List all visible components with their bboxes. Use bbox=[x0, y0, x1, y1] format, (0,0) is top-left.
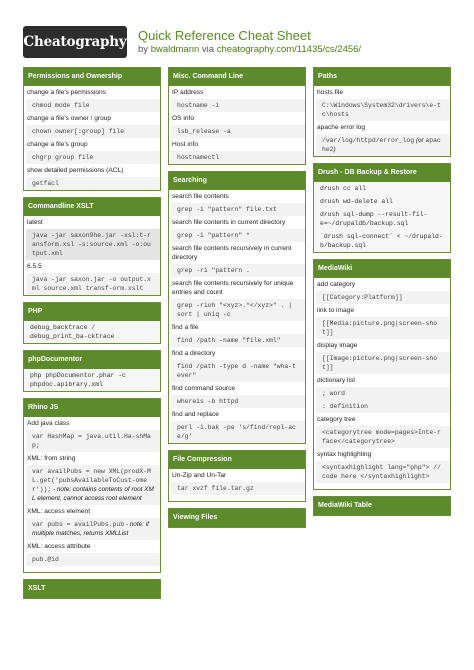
section-title: Commandline XSLT bbox=[24, 198, 160, 216]
entry-label: search file contents in current directory bbox=[172, 219, 286, 226]
code-snippet: [[Media:picture.png|screen-shot]] bbox=[314, 317, 450, 339]
entry-label: show detailed permissions (ACL) bbox=[27, 167, 124, 174]
section-paths bbox=[313, 67, 451, 157]
entry-label: OS info bbox=[172, 115, 194, 122]
section-title: Rhino JS bbox=[24, 399, 160, 417]
cheatography-logo[interactable]: Cheatography bbox=[23, 26, 127, 58]
page-title: Quick Reference Cheat Sheet bbox=[138, 28, 311, 43]
code-snippet: java -jar saxon9he.jar -xsl:t-ransform.xsl -s:source.xml -o:output.xml bbox=[24, 229, 160, 260]
code-snippet: perl -i.bak -pe 's/find/repl-ace/g' bbox=[169, 421, 305, 443]
entry-label: Host info bbox=[172, 141, 199, 148]
entry-label: find and replace bbox=[172, 411, 219, 418]
section-title: Viewing Files bbox=[169, 509, 305, 527]
code-snippet: hostname -i bbox=[169, 99, 305, 112]
code-line: drush cc all bbox=[314, 182, 450, 195]
code-snippet: find /path -name "file.xml" bbox=[169, 334, 305, 347]
code-snippet bbox=[24, 518, 160, 540]
code-snippet: grep -ri "pattern . bbox=[169, 264, 305, 277]
entry-label: change a file's owner / group bbox=[27, 115, 112, 122]
entry-label: add category bbox=[317, 281, 356, 288]
column-2 bbox=[168, 67, 306, 534]
section-title: MediaWiki bbox=[314, 260, 450, 278]
entry-label: XML: access attribute bbox=[27, 543, 91, 550]
section-file-compression bbox=[168, 450, 306, 502]
code-snippet: grep -rioh "<xyz>.*</xyz>" . | sort | uniq -c bbox=[169, 299, 305, 321]
section-rhino-js bbox=[23, 398, 161, 573]
code-snippet: hostnamectl bbox=[169, 151, 305, 164]
code-snippet bbox=[314, 134, 450, 156]
entry-label: find command source bbox=[172, 385, 236, 392]
code-snippet: : definition bbox=[314, 400, 450, 413]
code-line: drush sql-dump --result-fil-e=~/drupaldb/backup.sql bbox=[314, 208, 450, 230]
code-text: apache2 bbox=[322, 137, 441, 153]
column-3 bbox=[313, 67, 451, 522]
code-snippet: [[Image:picture.png|screen-shot]] bbox=[314, 352, 450, 374]
entry-label: XML: from string bbox=[27, 455, 76, 462]
entry-label: latest bbox=[27, 219, 43, 226]
code-note: - note: contains contents of root XML element, cannot access root element bbox=[32, 486, 154, 502]
entry-label: search file contents bbox=[172, 193, 229, 200]
column-1 bbox=[23, 67, 161, 605]
code-snippet: find /path -type d -name "wha-tever" bbox=[169, 360, 305, 382]
byline bbox=[138, 44, 361, 55]
code-snippet: var HashMap = java.util.Ha-shMap; bbox=[24, 430, 160, 452]
entry-label: category tree bbox=[317, 416, 356, 423]
section-mediawiki-table bbox=[313, 496, 451, 516]
entry-label: hosts file bbox=[317, 89, 344, 96]
code-line: drush wd-delete all bbox=[314, 195, 450, 208]
entry-label: find a directory bbox=[172, 350, 216, 357]
section-title: phpDocumentor bbox=[24, 351, 160, 369]
code-snippet: grep -i "pattern" file.txt bbox=[169, 203, 305, 216]
spacer bbox=[24, 566, 160, 572]
entry-label: 6.5.5 bbox=[27, 263, 42, 270]
section-title: File Compression bbox=[169, 451, 305, 469]
entry-label: find a file bbox=[172, 324, 199, 331]
entry-label: Un-Zip and Un-Tar bbox=[172, 472, 227, 479]
entry-label: search file contents recursively for unique entries and count bbox=[172, 280, 294, 296]
section-title: PHP bbox=[24, 303, 160, 321]
entry-label: change a file's group bbox=[27, 141, 88, 148]
code-snippet: pub.@id bbox=[24, 553, 160, 566]
section-php bbox=[23, 302, 161, 344]
code-snippet bbox=[24, 465, 160, 505]
code-text: var availPubs = new XML(prodX-ML.get('pubsAvailableToCust-omer')); bbox=[32, 468, 151, 493]
section-title: Permissions and Ownership bbox=[24, 68, 160, 86]
via-text: via bbox=[201, 44, 215, 55]
code-snippet: chgrp group file bbox=[24, 151, 160, 164]
by-text: by bbox=[138, 44, 149, 55]
code-snippet: ; word bbox=[314, 387, 450, 400]
header bbox=[0, 0, 474, 62]
code-note: - note: if multiple matches, returns XMLList bbox=[32, 521, 149, 537]
source-url-link[interactable]: cheatography.com/11435/cs/2456/ bbox=[216, 44, 362, 55]
section-misc-command-line bbox=[168, 67, 306, 165]
entry-label: IP address bbox=[172, 89, 204, 96]
entry-label: Add java class bbox=[27, 420, 70, 427]
code-snippet: <syntaxhighlight lang="php"> // code here </syntaxhighlight> bbox=[314, 461, 450, 483]
entry-label: dictionary list bbox=[317, 377, 356, 384]
code-snippet: getfacl bbox=[24, 177, 160, 190]
code-snippet: chmod mode file bbox=[24, 99, 160, 112]
author-link[interactable]: bwaldmann bbox=[150, 44, 200, 55]
section-viewing-files bbox=[168, 508, 306, 528]
code-snippet: C:\Windows\System32\drivers\e-tc\hosts bbox=[314, 99, 450, 121]
entry-label: XML: access element bbox=[27, 508, 91, 515]
section-title: MediaWiki Table bbox=[314, 497, 450, 515]
code-snippet: whereis -b httpd bbox=[169, 395, 305, 408]
section-commandline-xslt bbox=[23, 197, 161, 296]
section-title: Paths bbox=[314, 68, 450, 86]
code-snippet: java -jar saxon.jar -o output.xml source.xml transf-orm.xslt bbox=[24, 273, 160, 295]
section-title: Searching bbox=[169, 172, 305, 190]
spacer bbox=[169, 495, 305, 501]
code-snippet: debug_backtrace / debug_print_ba-cktrace bbox=[24, 321, 160, 343]
section-title: Misc. Command Line bbox=[169, 68, 305, 86]
spacer bbox=[314, 483, 450, 489]
code-text: var pubs = availPubs.pub bbox=[32, 521, 125, 528]
code-snippet: lsb_release -a bbox=[169, 125, 305, 138]
section-drush bbox=[313, 163, 451, 253]
entry-label: link to image bbox=[317, 307, 355, 314]
section-searching bbox=[168, 171, 306, 444]
code-snippet: [[Category:Platform]] bbox=[314, 291, 450, 304]
code-snippet: tar xvzf file.tar.gz bbox=[169, 482, 305, 495]
section-title: Drush - DB Backup & Restore bbox=[314, 164, 450, 182]
code-note: ) bbox=[333, 146, 336, 153]
code-line: `drush sql-connect` < ~/drupald-b/backup.sql bbox=[314, 230, 450, 252]
code-snippet: php phpDocumentor.phar -c phpdoc.apibrary.xml bbox=[24, 369, 160, 391]
entry-label: syntax highlighting bbox=[317, 451, 372, 458]
entry-label: display image bbox=[317, 342, 358, 349]
code-snippet: <categorytree mode=pages>Inte-rface</categorytree> bbox=[314, 426, 450, 448]
section-title: XSLT bbox=[24, 580, 160, 598]
entry-label: search file contents recursively in current directory bbox=[172, 245, 292, 261]
section-mediawiki bbox=[313, 259, 451, 490]
entry-label: apache error log bbox=[317, 124, 366, 131]
code-snippet: chown owner[:group] file bbox=[24, 125, 160, 138]
section-permissions bbox=[23, 67, 161, 191]
section-xslt bbox=[23, 579, 161, 599]
code-text: /var/log/httpd/error_log bbox=[322, 137, 415, 144]
code-note: (or bbox=[414, 137, 426, 144]
code-snippet: grep -i "pattern" * bbox=[169, 229, 305, 242]
section-phpdocumentor bbox=[23, 350, 161, 392]
entry-label: change a file's permissions bbox=[27, 89, 106, 96]
